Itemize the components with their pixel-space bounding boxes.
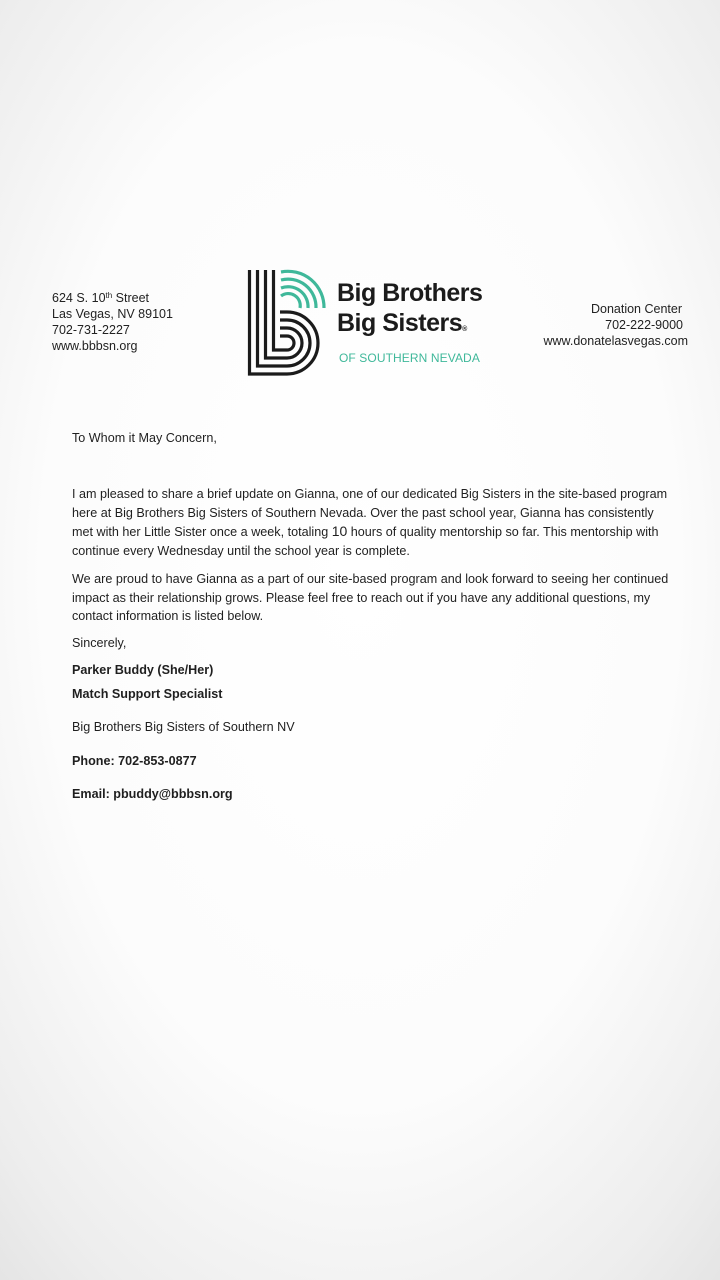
signer-title: Match Support Specialist (72, 687, 223, 701)
paragraph-1 (72, 485, 672, 561)
donation-center-phone: 702-222-9000 (605, 318, 683, 332)
registered-mark: ® (462, 326, 467, 333)
street-line (52, 290, 173, 306)
donation-center-label: Donation Center (590, 302, 682, 316)
hours-count: 10 (331, 523, 348, 540)
donation-website-link[interactable]: www.donatelasvegas.com (543, 334, 688, 348)
logo-line2-text: Big Sisters (337, 309, 463, 337)
street-name: Street (112, 291, 150, 305)
signer-name: Parker Buddy (She/Her) (72, 663, 214, 677)
signer-organization: Big Brothers Big Sisters of Southern NV (72, 720, 295, 734)
signer-phone[interactable]: Phone: 702-853-0877 (72, 754, 197, 768)
logo-line1: Big Brothers (337, 279, 483, 307)
website-link[interactable]: www.bbbsn.org (52, 339, 138, 353)
paragraph-1-end: hours of quality mentorship so far. This mentorship with continue every Wednesday until the school year is complete. (72, 525, 659, 559)
donation-center-info (543, 301, 688, 349)
sender-address (52, 290, 173, 354)
street-number: 624 S. 10 (52, 291, 106, 305)
bbbs-logo-icon (247, 268, 333, 378)
paragraph-2: We are proud to have Gianna as a part of our site-based program and look forward to seeing her continued impact as their relationship grows. Please feel free to reach out if you have any additional questions, my contact information is listed below. (72, 572, 669, 624)
paragraph-1-start: I am pleased to share a brief update on Gianna, one of our dedicated Big Sisters in the site-based program here at Big Brothers Big Sisters of Southern Nevada. Over the past school year, Gianna has consistently met with her Little Sister once a week, totaling (72, 487, 668, 540)
salutation: To Whom it May Concern, (72, 431, 217, 445)
bbbs-logo (247, 268, 487, 378)
logo-line2 (337, 308, 482, 345)
signer-email[interactable]: Email: pbuddy@bbbsn.org (72, 787, 233, 801)
office-phone: 702-731-2227 (52, 323, 130, 337)
logo-subtitle: OF SOUTHERN NEVADA (339, 351, 480, 365)
logo-wordmark (337, 278, 482, 345)
closing: Sincerely, (72, 636, 127, 650)
street-ordinal: th (105, 291, 113, 300)
city-line: Las Vegas, NV 89101 (52, 307, 173, 321)
